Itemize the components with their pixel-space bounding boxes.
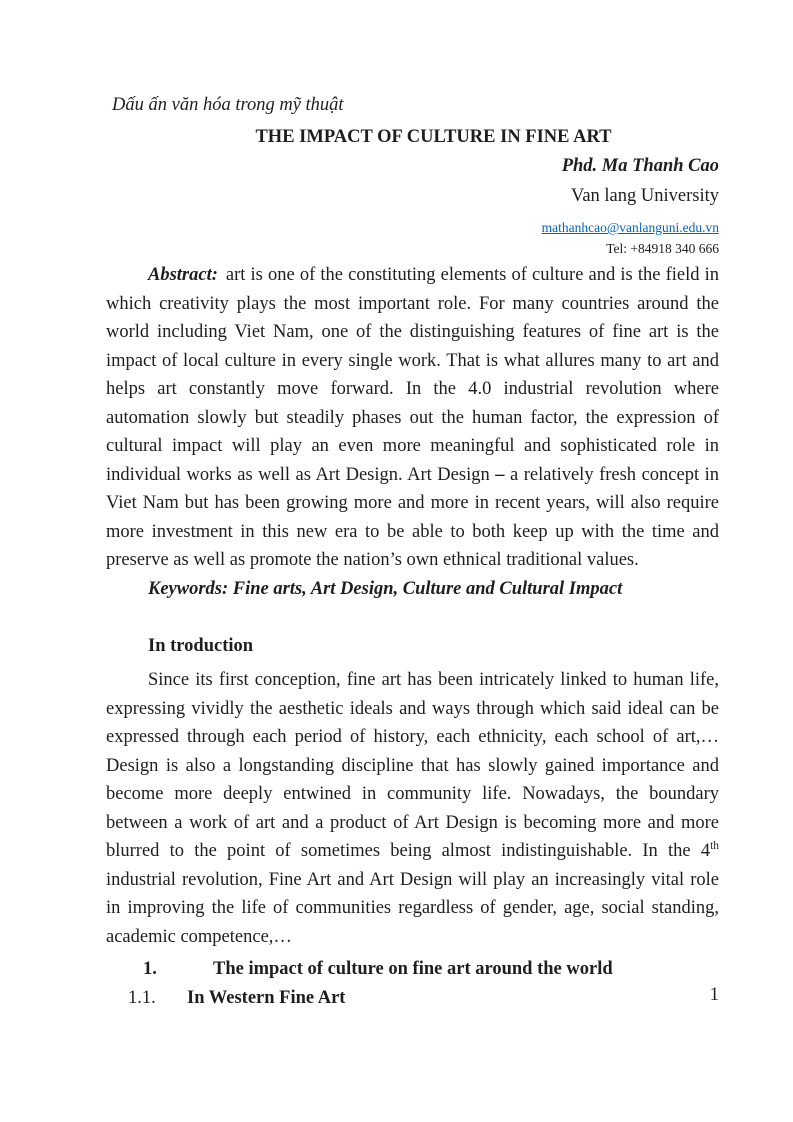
abstract-dash: –: [495, 464, 505, 485]
email-line: [106, 217, 719, 238]
page-number: 1: [709, 985, 719, 1005]
document-title: THE IMPACT OF CULTURE IN FINE ART: [255, 127, 612, 147]
author-name: Phd. Ma Thanh Cao: [561, 156, 719, 176]
subsection-1-1-title: In Western Fine Art: [187, 987, 346, 1008]
abstract-paragraph: [106, 261, 719, 575]
abstract-text-continued: a relatively fresh concept in Viet Nam but has been growing more and more in recent years, will also require more investment in this new era to be able to both keep up with the time and preserve as well as promote the nation’s own ethnical traditional values.: [106, 464, 719, 570]
introduction-text-continued: industrial revolution, Fine Art and Art Design will play an increasingly vital role in improving the life of communities regardless of gender, age, social standing, academic competence,…: [106, 869, 719, 947]
introduction-paragraph: [106, 666, 719, 951]
abstract-text: art is one of the constituting elements of culture and is the field in which creativity plays the most important role. For many countries around the world including Viet Nam, one of the distinguishing features of fine art is the impact of local culture in every single work. That is what allures many to art and helps art constantly move forward. In the 4.0 industrial revolution where automation slowly but steadily phases out the human factor, the expression of cultural impact will play an even more meaningful and sophisticated role in individual works as well as Art Design. Art Design: [106, 265, 719, 485]
header-note: Dấu ấn văn hóa trong mỹ thuật: [112, 95, 344, 115]
phone-number: Tel: +84918 340 666: [606, 241, 719, 256]
email-link[interactable]: mathanhcao@vanlanguni.edu.vn: [541, 220, 719, 235]
section-1-heading: [143, 955, 719, 984]
keywords-line: Keywords: Fine arts, Art Design, Culture and Cultural Impact: [148, 578, 623, 599]
section-1-title: The impact of culture on fine art around the world: [213, 959, 613, 979]
blank-line: [106, 603, 719, 632]
subsection-1-1-number: 1.1.: [128, 987, 156, 1008]
subsection-1-1-heading: [128, 984, 719, 1013]
page-content: [106, 0, 719, 1012]
affiliation: Van lang University: [571, 186, 719, 206]
section-1-number: 1.: [143, 959, 157, 979]
introduction-heading: In troduction: [148, 635, 254, 656]
introduction-text: Since its first conception, fine art has been intricately linked to human life, expressing vividly the aesthetic ideals and ways through which said ideal can be expressed through each period of history, each ethnicity, each school of art,… Design is also a longstanding discipline that has slowly gained importance and become more deeply entwined in community life. Nowadays, the boundary between a work of art and a product of Art Design is becoming more and more blurred to the point of sometimes being almost indistinguishable. In the 4: [106, 670, 719, 861]
abstract-label: Abstract:: [148, 265, 218, 285]
superscript-th: th: [710, 839, 719, 852]
